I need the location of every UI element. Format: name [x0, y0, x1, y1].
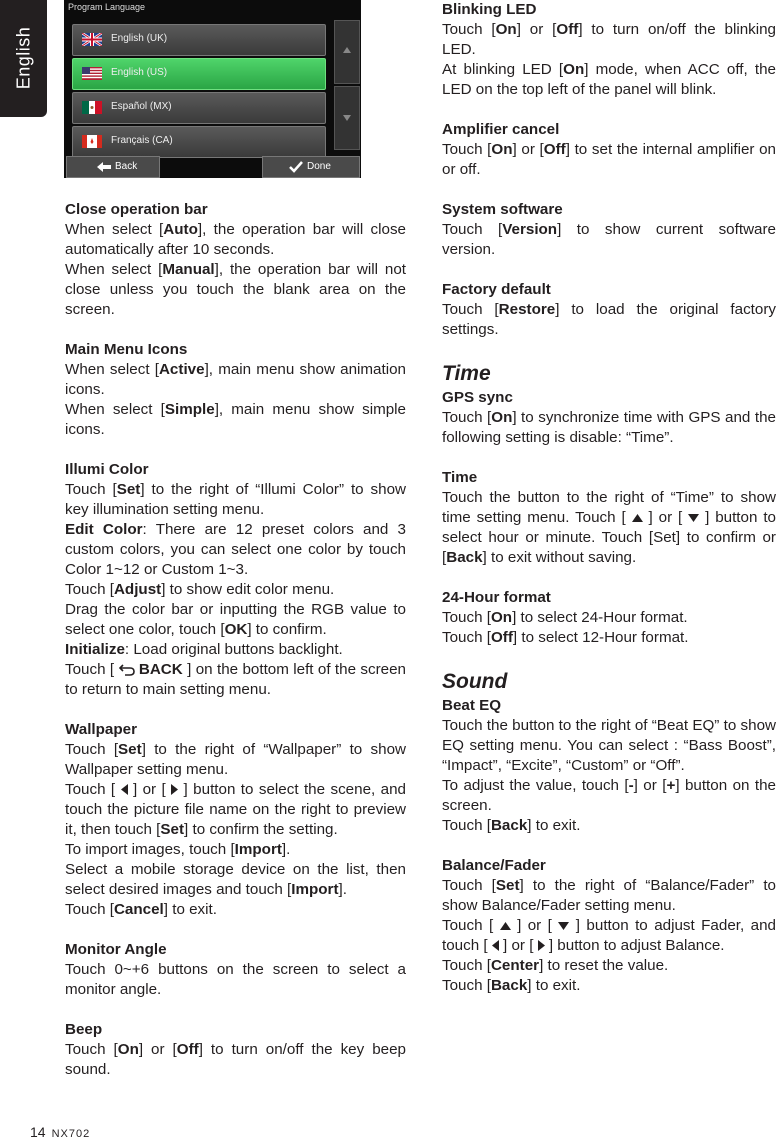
check-icon	[289, 161, 303, 173]
screenshot-title: Program Language	[68, 2, 146, 12]
model-name: NX702	[51, 1128, 91, 1140]
paragraph: To adjust the value, touch [-] or [+] button on the screen.	[442, 777, 776, 814]
language-label: English (US)	[111, 67, 168, 78]
page-number: 14	[30, 1124, 46, 1140]
paragraph: Touch the button to the right of “Time” to show time setting menu. Touch [ ] or [ ] button to select hour or minute. Touch [Set] to confirm or [Back] to exit without saving.	[442, 489, 776, 566]
language-item	[72, 92, 326, 124]
paragraph: When select [Manual], the operation bar will not close unless you touch the blank area on the screen.	[65, 261, 407, 318]
paragraph: Touch [On] or [Off] to turn on/off the key beep sound.	[65, 1041, 406, 1078]
blinking-led-section	[442, 0, 776, 100]
paragraph: Touch [On] or [Off] to turn on/off the blinking LED.	[442, 21, 776, 58]
language-item	[72, 24, 326, 56]
paragraph: Touch [Center] to reset the value.	[442, 957, 669, 974]
language-item-selected	[72, 58, 326, 90]
section-heading: Wallpaper	[65, 721, 138, 738]
beat-eq-section	[442, 696, 776, 836]
scroll-down-button	[334, 86, 360, 150]
paragraph: Touch [ BACK ] on the bottom left of the screen to return to main setting menu.	[65, 661, 406, 698]
section-heading: Beat EQ	[442, 697, 502, 714]
mx-flag-icon	[82, 101, 102, 114]
section-heading: Blinking LED	[442, 1, 537, 18]
paragraph: To import images, touch [Import].	[65, 841, 291, 858]
paragraph: Touch [Version] to show current software version.	[442, 221, 776, 258]
paragraph: Touch [ ] or [ ] button to adjust Fader, and touch [ ] or [ ] button to adjust Balance.	[442, 917, 776, 954]
paragraph: Touch [ ] or [ ] button to select the scene, and touch the picture file name on the right to preview it, then touch [Set] to confirm the setting.	[65, 781, 406, 838]
ca-flag-icon	[82, 135, 102, 148]
section-heading: 24-Hour format	[442, 589, 551, 606]
wallpaper-section	[65, 720, 406, 920]
paragraph: Touch [Set] to the right of “Balance/Fader” to show Balance/Fader setting menu.	[442, 877, 776, 914]
right-arrow-icon	[538, 940, 545, 951]
paragraph: Touch [Back] to exit.	[442, 817, 581, 834]
left-column	[65, 200, 406, 1100]
paragraph: When select [Simple], main menu show simple icons.	[65, 401, 406, 438]
paragraph: Touch [On] to select 24-Hour format.	[442, 609, 688, 626]
up-arrow-icon	[500, 922, 511, 930]
section-heading: Amplifier cancel	[442, 121, 560, 138]
down-arrow-icon	[343, 115, 351, 121]
paragraph: At blinking LED [On] mode, when ACC off, the LED on the top left of the panel will blink.	[442, 61, 776, 98]
paragraph: Touch [On] or [Off] to set the internal amplifier on or off.	[442, 141, 776, 178]
language-label: Français (CA)	[111, 135, 173, 146]
language-label: English (UK)	[111, 33, 168, 44]
paragraph: Touch [Set] to the right of “Illumi Color” to show key illumination setting menu.	[65, 481, 406, 518]
back-arrow-icon	[97, 162, 111, 172]
paragraph: Touch [Set] to the right of “Wallpaper” to show Wallpaper setting menu.	[65, 741, 406, 778]
left-arrow-icon	[492, 940, 499, 951]
paragraph: Touch [Adjust] to show edit color menu.	[65, 581, 335, 598]
section-heading: Beep	[65, 1021, 103, 1038]
language-item	[72, 126, 326, 158]
section-heading: Close operation bar	[65, 201, 208, 218]
gps-sync-section	[442, 388, 776, 448]
down-arrow-icon	[558, 922, 569, 930]
language-tab	[0, 0, 47, 117]
monitor-angle-section	[65, 940, 406, 1000]
section-heading: System software	[442, 201, 563, 218]
factory-default-section	[442, 280, 776, 340]
us-flag-icon	[82, 67, 102, 80]
paragraph: When select [Active], main menu show animation icons.	[65, 361, 406, 398]
back-label: Back	[115, 161, 138, 172]
language-list	[72, 24, 326, 160]
paragraph: Edit Color: There are 12 preset colors and 3 custom colors, you can select one color by touch Color 1~12 or Custom 1~3.	[65, 521, 406, 578]
section-heading: Factory default	[442, 281, 551, 298]
left-arrow-icon	[121, 784, 128, 795]
menu-icons-section	[65, 340, 406, 440]
down-arrow-icon	[688, 514, 699, 522]
program-language-screenshot	[64, 0, 361, 178]
illumi-section	[65, 460, 406, 700]
done-button	[262, 156, 360, 178]
paragraph: Select a mobile storage device on the list, then select desired images and touch [Import].	[65, 861, 406, 898]
scroll-up-button	[334, 20, 360, 84]
paragraph: Touch [On] to synchronize time with GPS and the following setting is disable: “Time”.	[442, 409, 776, 446]
paragraph: Touch the button to the right of “Beat EQ” to show EQ setting menu. You can select : “Bass Boost”, “Impact”, “Excite”, “Custom” or “Off”.	[442, 717, 776, 774]
paragraph: Touch [Back] to exit.	[442, 977, 581, 994]
close-bar-section	[65, 200, 406, 320]
paragraph: When select [Auto], the operation bar will close automatically after 10 seconds.	[65, 221, 406, 258]
section-heading: Illumi Color	[65, 461, 149, 478]
uk-flag-icon	[82, 33, 102, 46]
language-label: Español (MX)	[111, 101, 172, 112]
section-heading: Balance/Fader	[442, 857, 546, 874]
paragraph: Touch [Restore] to load the original factory settings.	[442, 301, 776, 338]
sound-title: Sound	[442, 670, 508, 693]
paragraph: Touch [Cancel] to exit.	[65, 901, 217, 918]
section-heading: GPS sync	[442, 389, 513, 406]
up-arrow-icon	[343, 47, 351, 53]
page-footer	[30, 1124, 90, 1140]
paragraph: Drag the color bar or inputting the RGB value to select one color, touch [OK] to confirm.	[65, 601, 406, 638]
hour-format-section	[442, 588, 776, 648]
beep-section	[65, 1020, 406, 1080]
time-section	[442, 468, 776, 568]
paragraph: Touch [Off] to select 12-Hour format.	[442, 629, 689, 646]
back-return-icon	[119, 663, 135, 676]
up-arrow-icon	[632, 514, 643, 522]
right-column	[442, 0, 776, 1016]
scrollbar	[334, 14, 358, 160]
amplifier-section	[442, 120, 776, 180]
back-button	[66, 156, 160, 178]
system-software-section	[442, 200, 776, 260]
paragraph: Initialize: Load original buttons backlight.	[65, 641, 343, 658]
done-label: Done	[307, 161, 331, 172]
section-heading: Monitor Angle	[65, 941, 167, 958]
balance-fader-section	[442, 856, 776, 996]
language-tab-label: English	[13, 26, 34, 90]
time-title: Time	[442, 362, 491, 385]
section-heading: Time	[442, 469, 478, 486]
section-heading: Main Menu Icons	[65, 341, 188, 358]
paragraph: Touch 0~+6 buttons on the screen to select a monitor angle.	[65, 961, 406, 998]
